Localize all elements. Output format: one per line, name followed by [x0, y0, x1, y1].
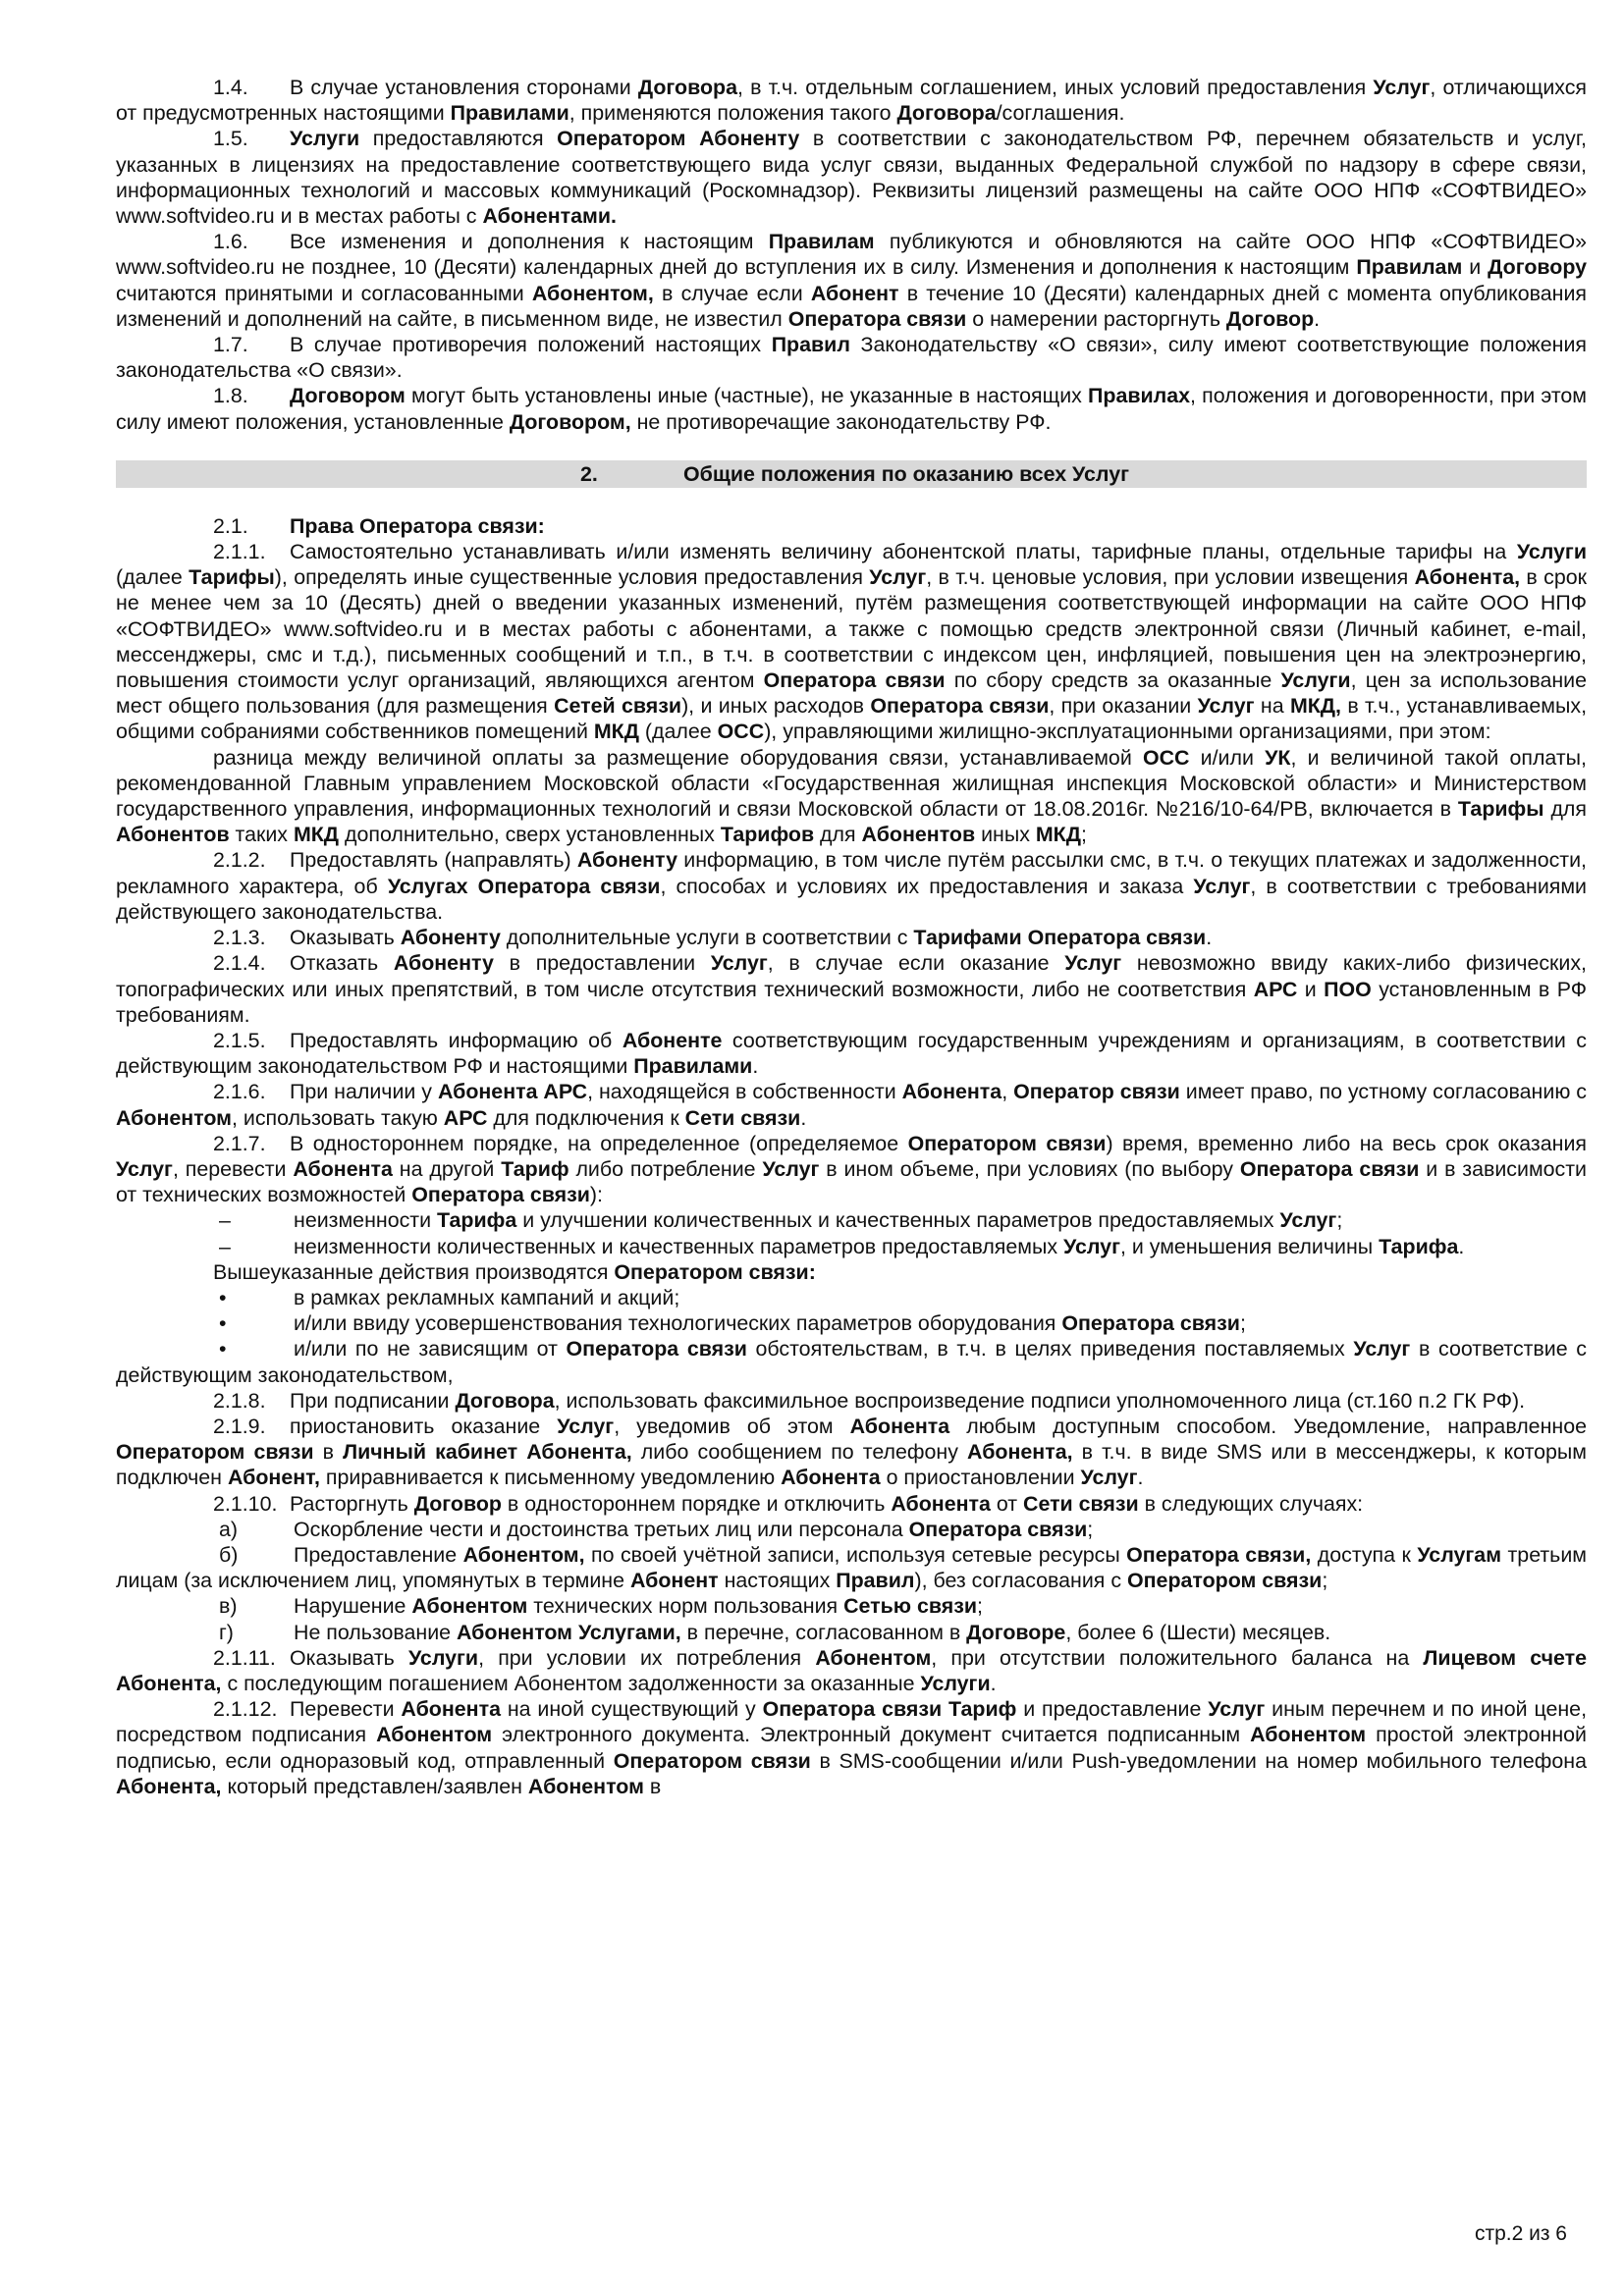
clause-paragraph: [116, 1696, 1587, 1799]
clause-text: приостановить оказание Услуг, уведомив об этом Абонента любым доступным способом. Уведомление, направленное Оператором связи в Личный кабинет Абонента, либо сообщением по телефону Абонента, в т.ч. в виде SMS или в мессенджеры, к которым подключен Абонент, приравнивается к письменному уведомлению Абонента о приостановлении Услуг.: [116, 1414, 1588, 1490]
clause-text: Перевести Абонента на иной существующий у Оператора связи Тариф и предоставление Услуг иным перечнем и по иной цене, посредством подписания Абонентом электронного документа. Электронный документ считается подписанным Абонентом простой электронной подписью, если одноразовый код, отправленный Оператором связи в SMS-сообщении и/или Push-уведомлении на номер мобильного телефона Абонента, который представлен/заявлен Абонентом в: [116, 1697, 1588, 1798]
list-marker: •: [219, 1311, 227, 1336]
clause-text: Самостоятельно устанавливать и/или изменять величину абонентской платы, тарифные планы, отдельные тарифы на Услуги (далее Тарифы), определять иные существенные условия предоставления Услуг, в т.ч. ценовые условия, при условии извещения Абонента, в срок не менее чем за 10 (Десять) дней о введении указанных изменений, путём размещения соответствующей информации на сайте ООО НПФ «СОФТВИДЕО» www.softvideo.ru и в местах работы с абонентами, а также с помощью средств электронной связи (Личный кабинет, e-mail, мессенджеры, смс и т.д.), письменных сообщений и т.п., в т.ч. в соответствии с индексом цен, инфляцией, повышения цен на электроэнергию, повышения стоимости услуг организаций, являющихся агентом Оператора связи по сбору средств за оказанные Услуги, цен за использование мест общего пользования (для размещения Сетей связи), и иных расходов Оператора связи, при оказании Услуг на МКД, в т.ч., устанавливаемых, общими собраниями собственников помещений МКД (далее ОСС), управляющими жилищно-эксплуатационными организациями, при этом:: [116, 540, 1588, 744]
list-marker: а): [219, 1517, 239, 1541]
clause-number: 2.1.12.: [213, 1697, 278, 1722]
section-title: Общие положения по оказанию всех Услуг: [683, 461, 1130, 486]
clause-text: разница между величиной оплаты за размещение оборудования связи, устанавливаемой ОСС и/или УК, и величиной такой оплаты, рекомендованной Главным управлением Московской области «Государственная жилищная инспекция Московской области» и Министерством государственного управления, информационных технологий и связи Московской области от 18.08.2016г. №216/10-64/РВ, включается в Тарифы для Абонентов таких МКД дополнительно, сверх установленных Тарифов для Абонентов иных МКД;: [116, 745, 1587, 847]
list-item: [116, 1310, 1587, 1336]
list-item: [116, 1517, 1587, 1542]
clause-text: Отказать Абоненту в предоставлении Услуг, в случае если оказание Услуг невозможно ввиду каких-либо физических, топографических или иных препятствий, в том числе отсутствия технический возможности, либо не соответствия АРС и ПОО установленным в РФ требованиям.: [116, 951, 1587, 1027]
clause-text: Оказывать Абоненту дополнительные услуги в соответствии с Тарифами Оператора связи.: [290, 926, 1213, 950]
list-item-text: неизменности количественных и качественных параметров предоставляемых Услуг, и уменьшения величины Тарифа.: [294, 1234, 1465, 1258]
clause-paragraph: [116, 1414, 1587, 1491]
clause-text: Предоставлять (направлять) Абоненту информацию, в том числе путём рассылки смс, в т.ч. о текущих платежах и задолженности, рекламного характера, об Услугах Оператора связи, способах и условиях их предоставления и заказа Услуг, в соответствии с требованиями действующего законодательства.: [116, 848, 1588, 924]
clause-text: При подписании Договора, использовать факсимильное воспроизведение подписи уполномоченного лица (ст.160 п.2 ГК РФ).: [290, 1388, 1526, 1413]
list-item-text: и/или ввиду усовершенствования технологических параметров оборудования Оператора связи;: [294, 1311, 1246, 1336]
list-marker: –: [219, 1234, 231, 1258]
list-item: [116, 1593, 1587, 1619]
clause-paragraph: [116, 1645, 1587, 1696]
clause-text: В случае противоречия положений настоящих Правил Законодательству «О связи», силу имеют соответствующие положения законодательства «О связи».: [116, 333, 1587, 383]
clause-paragraph: [116, 1131, 1587, 1208]
list-item: [116, 1285, 1587, 1310]
list-item-text: Не пользование Абонентом Услугами, в перечне, согласованном в Договоре, более 6 (Шести) месяцев.: [294, 1620, 1331, 1644]
page-number: стр.2 из 6: [1474, 2222, 1567, 2245]
list-marker: •: [219, 1285, 227, 1309]
clause-number: 2.1.2.: [213, 848, 266, 873]
clause-number: 2.1.9.: [213, 1414, 266, 1438]
list-item-text: Нарушение Абонентом технических норм пользования Сетью связи;: [294, 1594, 983, 1619]
list-item-text: неизменности Тарифа и улучшении количественных и качественных параметров предоставляемых Услуг;: [294, 1208, 1343, 1233]
clause-paragraph: [116, 745, 1587, 848]
clause-text: Услуги предоставляются Оператором Абоненту в соответствии с законодательством РФ, перечнем обязательств и услуг, указанных в лицензиях на предоставление соответствующего вида услуг связи, выданных Федеральной службой по надзору в сфере связи, информационных технологий и массовых коммуникаций (Роскомнадзор). Реквизиты лицензий размещены на сайте ООО НПФ «СОФТВИДЕО» www.softvideo.ru и в местах работы с Абонентами.: [116, 127, 1587, 229]
list-item-text: Оскорбление чести и достоинства третьих лиц или персонала Оператора связи;: [294, 1517, 1094, 1541]
clause-number: 2.1.7.: [213, 1131, 266, 1155]
clause-number: 1.7.: [213, 333, 248, 357]
clause-paragraph: [116, 1491, 1587, 1517]
clause-text: Оказывать Услуги, при условии их потребления Абонентом, при отсутствии положительного баланса на Лицевом счете Абонента, с последующим погашением Абонентом задолженности за оказанные Услуги.: [116, 1645, 1587, 1695]
clause-number: 1.6.: [213, 230, 248, 254]
list-item: [116, 1542, 1587, 1593]
clause-text: При наличии у Абонента АРС, находящейся в собственности Абонента, Оператор связи имеет право, по устному согласованию с Абонентом, использовать такую АРС для подключения к Сети связи.: [116, 1080, 1587, 1130]
list-item: [116, 1620, 1587, 1645]
section-2-body: [116, 513, 1587, 1799]
list-item: [116, 1234, 1587, 1259]
clause-paragraph: [116, 847, 1587, 925]
list-marker: •: [219, 1337, 227, 1362]
clause-text: Расторгнуть Договор в одностороннем порядке и отключить Абонента от Сети связи в следующих случаях:: [290, 1491, 1364, 1516]
clause-number: 2.1.: [213, 513, 248, 538]
clause-number: 2.1.6.: [213, 1080, 266, 1104]
clause-paragraph: [116, 950, 1587, 1028]
list-item: [116, 1207, 1587, 1233]
clause-paragraph: [116, 75, 1587, 126]
list-marker: б): [219, 1542, 239, 1567]
clause-text: Вышеуказанные действия производятся Оператором связи:: [213, 1259, 816, 1284]
clause-text: Предоставлять информацию об Абоненте соответствующим государственным учреждениям и организациям, в соответствии с действующим законодательством РФ и настоящими Правилами.: [116, 1028, 1587, 1079]
clause-text: В одностороннем порядке, на определенное (определяемое Оператором связи) время, временно либо на весь срок оказания Услуг, перевести Абонента на другой Тариф либо потребление Услуг в ином объеме, при условиях (по выбору Оператора связи и в зависимости от технических возможностей Оператора связи):: [116, 1131, 1587, 1207]
clause-paragraph: [116, 1388, 1587, 1414]
clause-number: 2.1.3.: [213, 926, 266, 950]
clause-paragraph: [116, 539, 1587, 745]
list-marker: в): [219, 1594, 238, 1619]
clause-paragraph: [116, 1259, 1587, 1285]
clause-number: 2.1.5.: [213, 1028, 266, 1052]
clause-paragraph: [116, 925, 1587, 950]
clause-text: Права Оператора связи:: [290, 513, 545, 538]
section-number: 2.: [580, 461, 598, 486]
section-heading-bar: [116, 460, 1587, 488]
clause-number: 2.1.11.: [213, 1645, 276, 1670]
clause-number: 1.5.: [213, 127, 248, 151]
list-item-text: и/или по не зависящим от Оператора связи обстоятельствам, в т.ч. в целях приведения поставляемых Услуг в соответствие с действующим законодательством,: [116, 1337, 1587, 1387]
clause-number: 2.1.8.: [213, 1388, 266, 1413]
clause-number: 2.1.1.: [213, 540, 266, 564]
clause-text: Все изменения и дополнения к настоящим Правилам публикуются и обновляются на сайте ООО НПФ «СОФТВИДЕО» www.softvideo.ru не позднее, 10 (Десяти) календарных дней до вступления их в силу. Изменения и дополнения к настоящим Правилам и Договору считаются принятыми и согласованными Абонентом, в случае если Абонент в течение 10 (Десяти) календарных дней с момента опубликования изменений и дополнений на сайте, в письменном виде, не известил Оператора связи о намерении расторгнуть Договор.: [116, 230, 1587, 331]
section-1-continuation: [116, 75, 1587, 435]
document-page: [116, 75, 1587, 1799]
clause-number: 1.8.: [213, 384, 248, 408]
list-item-text: в рамках рекламных кампаний и акций;: [294, 1285, 680, 1309]
list-item: [116, 1336, 1587, 1387]
clause-number: 1.4.: [213, 76, 248, 99]
clause-paragraph: [116, 1028, 1587, 1079]
clause-paragraph: [116, 126, 1587, 229]
list-item-text: Предоставление Абонентом, по своей учётной записи, используя сетевые ресурсы Оператора связи, доступа к Услугам третьим лицам (за исключением лиц, упомянутых в термине Абонент настоящих Правил), без согласования с Оператором связи;: [116, 1542, 1587, 1593]
clause-text: В случае установления сторонами Договора, в т.ч. отдельным соглашением, иных условий предоставления Услуг, отличающихся от предусмотренных настоящими Правилами, применяются положения такого Договора/соглашения.: [116, 76, 1588, 126]
clause-number: 2.1.4.: [213, 951, 266, 976]
clause-paragraph: [116, 513, 1587, 539]
clause-text: Договором могут быть установлены иные (частные), не указанные в настоящих Правилах, положения и договоренности, при этом силу имеют положения, установленные Договором, не противоречащие законодательству РФ.: [116, 384, 1588, 434]
clause-paragraph: [116, 1079, 1587, 1130]
list-marker: –: [219, 1208, 231, 1233]
clause-paragraph: [116, 383, 1587, 434]
clause-paragraph: [116, 229, 1587, 332]
clause-paragraph: [116, 332, 1587, 383]
list-marker: г): [219, 1620, 234, 1644]
clause-number: 2.1.10.: [213, 1491, 278, 1516]
